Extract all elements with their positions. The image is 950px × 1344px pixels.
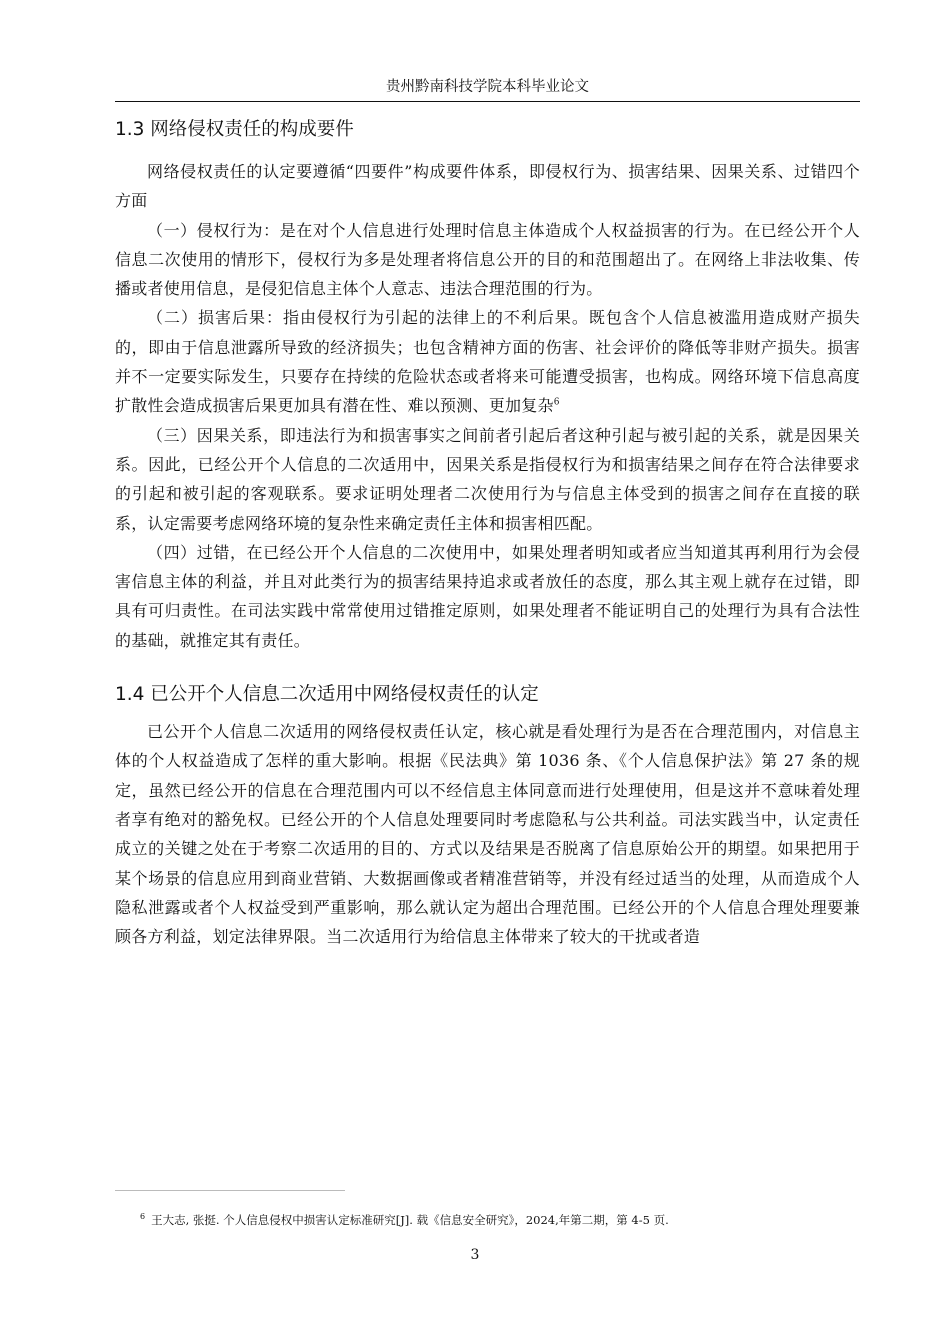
header-rule bbox=[115, 101, 860, 102]
footnote bbox=[140, 1211, 860, 1229]
footnote-separator bbox=[115, 1190, 345, 1191]
section-heading-1-4: 1.4 已公开个人信息二次适用中网络侵权责任的认定 bbox=[115, 684, 539, 706]
footnote-ref[interactable]: 6 bbox=[553, 398, 560, 409]
paragraph-intro: 网络侵权责任的认定要遵循“四要件”构成要件体系，即侵权行为、损害结果、因果关系、过错四个方面 bbox=[115, 162, 860, 211]
section-heading-1-3: 1.3 网络侵权责任的构成要件 bbox=[115, 119, 354, 140]
running-header: 贵州黔南科技学院本科毕业论文 bbox=[386, 79, 589, 95]
paragraph-damage-text: （二）损害后果：指由侵权行为引起的法律上的不利后果。既包含个人信息被滥用造成财产损失的，即由于信息泄露所导致的经济损失；也包含精神方面的伤害、社会评价的降低等非财产损失。损害并不一定要实际发生，只要存在持续的危险状态或者将来可能遭受损害，也构成。网络环境下信息高度扩散性会造成损害后果更加具有潜在性、难以预测、更加复杂 bbox=[115, 308, 860, 416]
paragraph-fault: （四）过错，在已经公开个人信息的二次使用中，如果处理者明知或者应当知道其再利用行为会侵害信息主体的利益，并且对此类行为的损害结果持追求或者放任的态度，那么其主观上就存在过错，即具有可归责性。在司法实践中常常使用过错推定原则，如果处理者不能证明自己的处理行为具有合法性的基础，就推定其有责任。 bbox=[115, 542, 860, 650]
paragraph-causation: （三）因果关系，即违法行为和损害事实之间前者引起后者这种引起与被引起的关系，就是因果关系。因此，已经公开个人信息的二次适用中，因果关系是指侵权行为和损害结果之间存在符合法律要求的引起和被引起的客观联系。要求证明处理者二次使用行为与信息主体受到的损害之间存在直接的联系，认定需要考虑网络环境的复杂性来确定责任主体和损害相匹配。 bbox=[115, 425, 860, 533]
footnote-mark: 6 bbox=[140, 1212, 146, 1222]
page-number: 3 bbox=[470, 1247, 480, 1263]
paragraph-damage bbox=[115, 303, 860, 420]
paragraph-tort-act: （一）侵权行为：是在对个人信息进行处理时信息主体造成个人权益损害的行为。在已经公开个人信息二次使用的情形下，侵权行为多是处理者将信息公开的目的和范围超出了。在网络上非法收集、传播或者使用信息，是侵犯信息主体个人意志、违法合理范围的行为。 bbox=[115, 220, 860, 299]
footnote-text: 王大志, 张挺. 个人信息侵权中损害认定标准研究[J]. 载《信息安全研究》，2024,年第二期，第 4-5 页. bbox=[151, 1213, 669, 1227]
page-body bbox=[115, 112, 860, 951]
paragraph-liability-determination: 已公开个人信息二次适用的网络侵权责任认定，核心就是看处理行为是否在合理范围内，对信息主体的个人权益造成了怎样的重大影响。根据《民法典》第 1036 条、《个人信息保护法》第 27 条的规定，虽然已经公开的信息在合理范围内可以不经信息主体同意而进行处理使用，但是这并不意味着处理者享有绝对的豁免权。已经公开的个人信息处理要同时考虑隐私与公共利益。司法实践当中，认定责任成立的关键之处在于考察二次适用的目的、方式以及结果是否脱离了信息原始公开的期望。如果把用于某个场景的信息应用到商业营销、大数据画像或者精准营销等，并没有经过适当的处理，从而造成个人隐私泄露或者个人权益受到严重影响，那么就认定为超出合理范围。已经公开的个人信息合理处理要兼顾各方利益，划定法律界限。当二次适用行为给信息主体带来了较大的干扰或者造 bbox=[115, 722, 860, 947]
